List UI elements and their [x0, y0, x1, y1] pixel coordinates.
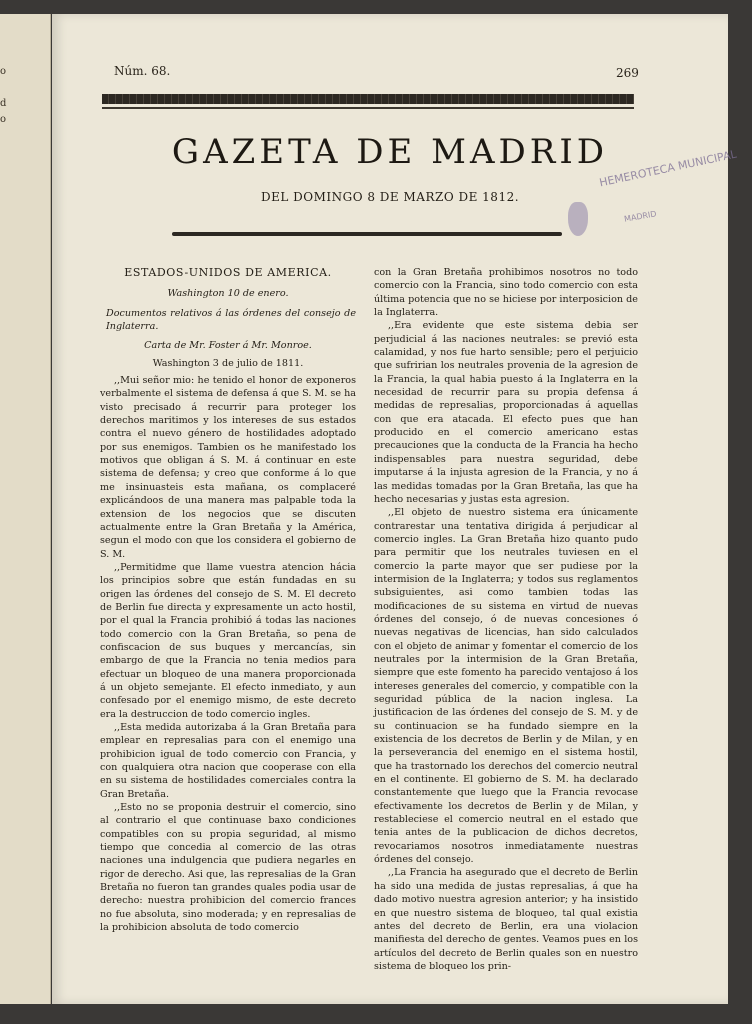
right-column [374, 266, 638, 973]
stamp-text: HEMEROTECA MUNICIPAL [598, 147, 738, 190]
adjacent-page-fragment: o [0, 114, 7, 125]
paragraph: ,,La Francia ha asegurado que el decreto de Berlin ha sido una medida de justas represalias, á que ha dado motivo nuestra agresion anterior; y ha insistido en que nuestro sistema de bloqueo, tal qual existia antes del decreto de Berlin, era una violacion manifiesta del derecho de gentes. Veamos pues en los artículos del decreto de Berlin quales son en nuestro sistema de bloqueo los prin- [374, 867, 638, 972]
issue-number: Núm. 68. [114, 64, 171, 78]
masthead-title: GAZETA DE MADRID [171, 132, 609, 172]
paragraph: ,,Esta medida autorizaba á la Gran Bretaña para emplear en represalias para con el enemigo una prohibicion igual de todo comercio con Francia, y con qualquiera otra nacion que cooperase con ella en su sistema de hostilidades comerciales contra la Gran Bretaña. [100, 722, 356, 800]
paragraph: ,,El objeto de nuestro sistema era únicamente contrarestar una tentativa dirigida á perjudicar al comercio ingles. La Gran Bretaña hizo quanto pudo para permitir que los neutrales tuviesen en el comercio la parte mayor que ser pudiese por la intermision de la Inglaterra; y todos sus reglamentos subsiguientes, asi como tambien todas las modificaciones de su sistema en virtud de nuevas órdenes del consejo, ó de nuevas concesiones ó nuevas negativas de licencias, han sido calculados con el objeto de animar y fomentar el comercio de los neutrales por la intermision de la Gran Bretaña, siempre que este fomento ha parecido ventajoso á los intereses generales del comercio, y compatible con la seguridad pública de la nacion inglesa. La justificacion de las órdenes del consejo de S. M. y de su continuacion se ha fundado siempre en la existencia de los decretos de Berlin y de Milan, y en la perseverancia del enemigo en el sistema hostil, que ha trastornado los derechos del comercio neutral en el continente. El gobierno de S. M. ha declarado constantemente que luego que la Francia revocase efectivamente los decretos de Berlin y de Milan, y restableciese el comercio neutral en el estado que tenia antes de la publicacion de dichos decretos, revocariamos nosotros inmediatamente nuestras órdenes del consejo. [374, 507, 638, 866]
letter-place-date: Washington 3 de julio de 1811. [152, 357, 304, 369]
paragraph: ,,Permitidme que llame vuestra atencion hácia los principios sobre que están fundadas en su origen las órdenes del consejo de S. M. El decreto de Berlin fue directa y expresamente un acto hostil, por el qual la Francia prohibió á todas las naciones todo comercio con la Gran Bretaña, so pena de confiscacion de sus buques y mercancías, sin embargo de que la Francia no tenia medios para efectuar un bloqueo de una manera proporcionada á un objeto semejante. El efecto inmediato, y aun confesado por el enemigo mismo, de este decreto era la destruccion de todo comercio ingles. [100, 561, 356, 720]
paragraph: con la Gran Bretaña prohibimos nosotros no todo comercio con la Francia, sino todo comercio con esta última potencia que no se hiciese por interposicion de la Inglaterra. [374, 267, 638, 319]
adjacent-page-edge [0, 14, 51, 1004]
page-number: 269 [616, 66, 639, 80]
ornamental-rule [102, 94, 634, 104]
seal-icon [568, 202, 588, 236]
thin-rule [102, 107, 634, 109]
library-stamp [598, 147, 738, 224]
paragraph: ,,Esto no se proponia destruir el comercio, sino al contrario el que continuase baxo condiciones compatibles con su propia seguridad, al mismo tiempo que concedia al comercio de las otras naciones una indulgencia que pudiera negarles en rigor de derecho. Asi que, las represalias de la Gran Bretaña no fueron tan grandes quales podia usar de derecho: nuestra prohibicion del comercio frances no fue absoluta, sino moderada; y en represalias de la prohibicion absoluta de todo comercio [100, 802, 356, 934]
section-heading: ESTADOS-UNIDOS DE AMERICA. [124, 266, 332, 279]
issue-date: DEL DOMINGO 8 DE MARZO DE 1812. [260, 190, 520, 204]
stamp-text: MADRID [623, 209, 658, 224]
paragraph: ,,Era evidente que este sistema debia ser perjudicial á las naciones neutrales: se previó esta calamidad, y nos fue harto sensible; pero el perjuicio que sufririan los neutrales provenia de la agresion de la Francia, la qual habia puesto á la Inglaterra en la necesidad de recurrir para su propia defensa á medidas de represalias, proporcionadas á aquellas con que era atacada. El efecto pues que han producido en el comercio americano estas precauciones que la conducta de la Francia ha hecho indispensables para nuestra seguridad, debe imputarse á la injusta agresion de la Francia, y no á las medidas tomadas por la Gran Bretaña, las que ha hecho necesarias y justas esta agresion. [374, 320, 638, 505]
adjacent-page-fragment: d [0, 98, 7, 109]
documents-heading: Documentos relativos á las órdenes del consejo de Inglaterra. [106, 307, 356, 333]
masthead-rule [172, 232, 562, 236]
left-column [100, 266, 356, 935]
adjacent-page-fragment: o [0, 66, 7, 77]
newspaper-page [52, 14, 738, 1004]
letter-heading: Carta de Mr. Foster á Mr. Monroe. [144, 340, 312, 352]
dateline-place: Washington 10 de enero. [167, 288, 289, 300]
paragraph: ,,Mui señor mio: he tenido el honor de exponeros verbalmente el sistema de defensa á que S. M. se ha visto precisado á recurrir para proteger los derechos maritimos y los intereses de sus estados contra el nuevo género de hostilidades adoptado por sus enemigos. Tambien os he manifestado los motivos que obligan á S. M. á continuar en este sistema de defensa; y creo que conforme á lo que me insinuasteis esta mañana, os complaceré explicándoos de una manera mas palpable toda la extension de los negocios que se discuten actualmente entre la Gran Bretaña y la América, segun el modo con que los considera el gobierno de S. M. [100, 375, 356, 560]
